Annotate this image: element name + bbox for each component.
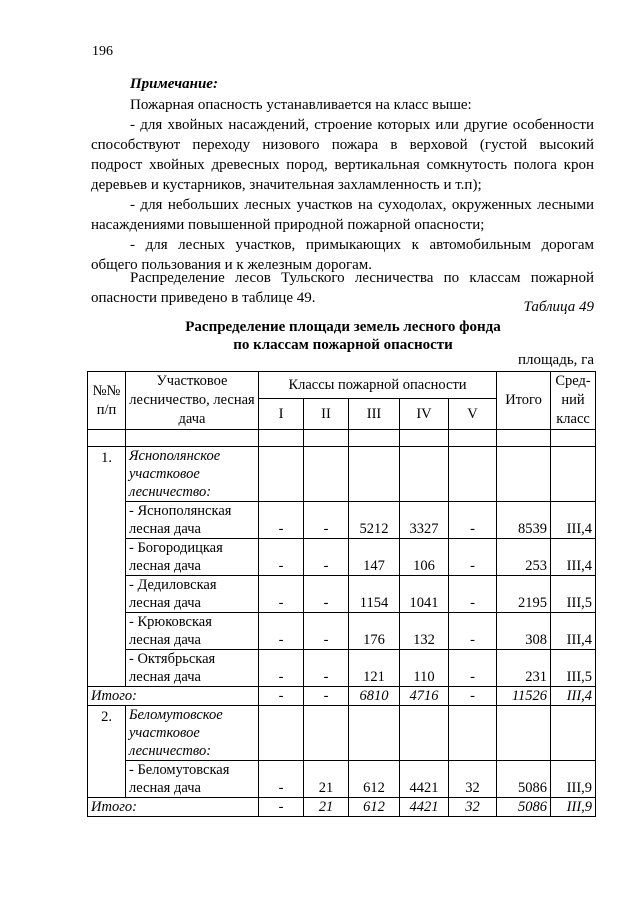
note-line: насаждениями повышенной природной пожарной опасности; — [91, 217, 485, 233]
empty-cell — [259, 706, 304, 761]
header-class: IV — [400, 399, 449, 430]
empty-cell — [551, 447, 596, 502]
empty-cell — [449, 706, 497, 761]
table-row — [88, 576, 596, 613]
value-cell: 106 — [400, 539, 449, 576]
total-cell: 4421 — [400, 798, 449, 817]
note-line: общего пользования и к железным дорогам. — [91, 257, 373, 273]
total-cell: III,9 — [551, 798, 596, 817]
note-line: Пожарная опасность устанавливается на класс выше: — [130, 97, 472, 113]
value-cell: III,4 — [551, 613, 596, 650]
forest-name: - Крюковская лесная дача — [126, 613, 259, 650]
note-title: Примечание: — [130, 76, 218, 92]
header-class: II — [304, 399, 349, 430]
header-classes: Классы пожарной опасности — [259, 372, 497, 399]
value-cell: 612 — [349, 761, 400, 798]
value-cell: - — [304, 576, 349, 613]
note-line: - для хвойных насаждений, строение которых или другие особенности — [130, 117, 594, 133]
value-cell: - — [304, 613, 349, 650]
total-cell: 21 — [304, 798, 349, 817]
value-cell: III,5 — [551, 650, 596, 687]
total-cell: - — [259, 687, 304, 706]
table-row — [88, 502, 596, 539]
note-line: - для небольших лесных участков на суходолах, окруженных лесными — [130, 197, 594, 213]
section-name: Яснополянское участковое лесничество: — [126, 447, 259, 502]
empty-cell — [551, 706, 596, 761]
value-cell: 21 — [304, 761, 349, 798]
table-body — [88, 430, 596, 817]
value-cell: 1154 — [349, 576, 400, 613]
note-line: подрост хвойных древесных пород, вертикальная сомкнутость полога крон — [91, 157, 594, 173]
row-number: 1. — [88, 447, 126, 687]
value-cell: - — [259, 502, 304, 539]
value-cell: - — [449, 576, 497, 613]
value-cell: III,4 — [551, 502, 596, 539]
value-cell: 8539 — [497, 502, 551, 539]
total-cell: - — [304, 687, 349, 706]
value-cell: 121 — [349, 650, 400, 687]
page-number: 196 — [92, 44, 113, 59]
forest-name: - Яснополянская лесная дача — [126, 502, 259, 539]
empty-cell — [349, 447, 400, 502]
value-cell: 4421 — [400, 761, 449, 798]
table-row — [88, 650, 596, 687]
intro-line: Распределение лесов Тульского лесничества по классам пожарной — [130, 270, 594, 286]
table-row — [88, 613, 596, 650]
spacer-row — [88, 430, 596, 447]
note-line: деревьев и кустарников, значительная захламленность и т.п); — [91, 177, 482, 193]
value-cell: 176 — [349, 613, 400, 650]
table-caption: Таблица 49 — [523, 299, 594, 315]
row-number: 2. — [88, 706, 126, 798]
value-cell: 3327 — [400, 502, 449, 539]
section-row — [88, 706, 596, 761]
table-row — [88, 761, 596, 798]
empty-cell — [497, 447, 551, 502]
empty-cell — [304, 447, 349, 502]
total-row — [88, 798, 596, 817]
value-cell: 308 — [497, 613, 551, 650]
value-cell: 2195 — [497, 576, 551, 613]
value-cell: - — [449, 650, 497, 687]
total-cell: 612 — [349, 798, 400, 817]
total-label: Итого: — [88, 687, 259, 706]
empty-cell — [349, 706, 400, 761]
table-row — [88, 539, 596, 576]
value-cell: - — [259, 761, 304, 798]
header-avg-class: Сред-ний класс — [551, 372, 596, 430]
value-cell: - — [259, 539, 304, 576]
total-cell: III,4 — [551, 687, 596, 706]
value-cell: - — [259, 576, 304, 613]
value-cell: 132 — [400, 613, 449, 650]
header-forestry: Участковое лесничество, лесная дача — [126, 372, 259, 430]
total-cell: 5086 — [497, 798, 551, 817]
value-cell: - — [304, 650, 349, 687]
value-cell: III,4 — [551, 539, 596, 576]
value-cell: - — [449, 613, 497, 650]
total-cell: - — [449, 687, 497, 706]
table-title: Распределение площади земель лесного фонда — [185, 319, 501, 335]
header-class: I — [259, 399, 304, 430]
section-row — [88, 447, 596, 502]
intro-line: опасности приведено в таблице 49. — [91, 290, 316, 306]
empty-cell — [449, 447, 497, 502]
value-cell: 231 — [497, 650, 551, 687]
value-cell: - — [304, 502, 349, 539]
total-cell: 32 — [449, 798, 497, 817]
value-cell: - — [449, 502, 497, 539]
value-cell: 147 — [349, 539, 400, 576]
forest-name: - Дедиловская лесная дача — [126, 576, 259, 613]
value-cell: III,9 — [551, 761, 596, 798]
empty-cell — [400, 447, 449, 502]
total-label: Итого: — [88, 798, 259, 817]
total-cell: 4716 — [400, 687, 449, 706]
note-line: - для лесных участков, примыкающих к автомобильным дорогам — [130, 237, 594, 253]
empty-cell — [304, 706, 349, 761]
value-cell: 5212 — [349, 502, 400, 539]
table-unit: площадь, га — [517, 352, 594, 368]
table-title: по классам пожарной опасности — [233, 337, 453, 353]
header-class: V — [449, 399, 497, 430]
value-cell: III,5 — [551, 576, 596, 613]
value-cell: - — [259, 650, 304, 687]
section-name: Беломутовское участковое лесничество: — [126, 706, 259, 761]
forest-name: - Богородицкая лесная дача — [126, 539, 259, 576]
value-cell: 1041 — [400, 576, 449, 613]
total-cell: - — [259, 798, 304, 817]
empty-cell — [259, 447, 304, 502]
total-cell: 11526 — [497, 687, 551, 706]
value-cell: - — [304, 539, 349, 576]
empty-cell — [400, 706, 449, 761]
empty-cell — [497, 706, 551, 761]
note-line: способствуют переходу низового пожара в верховой (густой высокий — [91, 137, 594, 153]
value-cell: 110 — [400, 650, 449, 687]
header-class: III — [349, 399, 400, 430]
forest-name: - Октябрьская лесная дача — [126, 650, 259, 687]
value-cell: 5086 — [497, 761, 551, 798]
header-total: Итого — [497, 372, 551, 430]
value-cell: - — [259, 613, 304, 650]
value-cell: 32 — [449, 761, 497, 798]
total-row — [88, 687, 596, 706]
forest-name: - Беломутовская лесная дача — [126, 761, 259, 798]
total-cell: 6810 — [349, 687, 400, 706]
header-num: №№ п/п — [88, 372, 126, 430]
value-cell: - — [449, 539, 497, 576]
value-cell: 253 — [497, 539, 551, 576]
fire-class-table — [87, 371, 596, 817]
